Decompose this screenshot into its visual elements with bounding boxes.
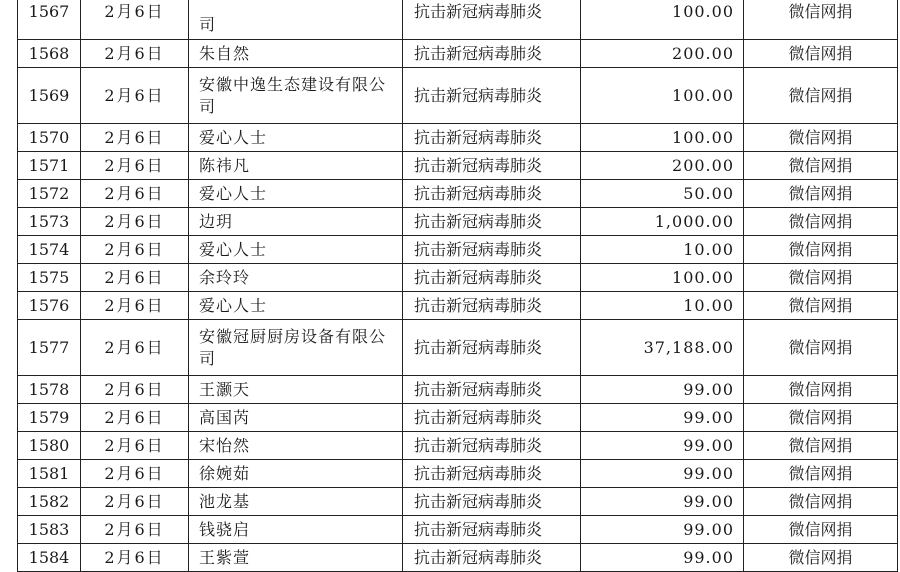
purpose-cell: 抗击新冠病毒肺炎 — [403, 376, 581, 404]
amount-cell: 200.00 — [581, 152, 744, 180]
method-cell: 微信网捐 — [744, 292, 898, 320]
serial-number-cell: 1584 — [18, 544, 81, 572]
date-cell: 2月6日 — [81, 208, 189, 236]
amount-cell: 1,000.00 — [581, 208, 744, 236]
purpose-cell: 抗击新冠病毒肺炎 — [403, 320, 581, 376]
purpose-cell: 抗击新冠病毒肺炎 — [403, 236, 581, 264]
method-cell: 微信网捐 — [744, 208, 898, 236]
date-cell: 2月6日 — [81, 404, 189, 432]
donor-name-cell: 安徽冠厨厨房设备有限公司 — [189, 320, 403, 376]
donor-name-cell: 朱自然 — [189, 40, 403, 68]
donor-name-cell: 王灏天 — [189, 376, 403, 404]
table-row — [18, 152, 898, 180]
method-cell: 微信网捐 — [744, 264, 898, 292]
date-cell: 2月6日 — [81, 488, 189, 516]
serial-number-cell: 1581 — [18, 460, 81, 488]
donor-name-cell: 司 — [189, 0, 403, 40]
donation-table — [17, 0, 898, 572]
donor-name-cell: 余玲玲 — [189, 264, 403, 292]
donor-name-cell: 王紫萱 — [189, 544, 403, 572]
serial-number-cell: 1573 — [18, 208, 81, 236]
amount-cell: 50.00 — [581, 180, 744, 208]
donor-name-cell: 徐婉茹 — [189, 460, 403, 488]
donor-name-cell: 爱心人士 — [189, 124, 403, 152]
method-cell: 微信网捐 — [744, 516, 898, 544]
date-cell: 2月6日 — [81, 292, 189, 320]
purpose-cell: 抗击新冠病毒肺炎 — [403, 124, 581, 152]
method-cell: 微信网捐 — [744, 320, 898, 376]
date-cell: 2月6日 — [81, 124, 189, 152]
date-cell: 2月6日 — [81, 516, 189, 544]
donor-name-cell: 高国芮 — [189, 404, 403, 432]
table-row — [18, 320, 898, 376]
amount-cell: 99.00 — [581, 460, 744, 488]
donation-sheet — [17, 0, 897, 572]
purpose-cell: 抗击新冠病毒肺炎 — [403, 40, 581, 68]
method-cell: 微信网捐 — [744, 376, 898, 404]
date-cell: 2月6日 — [81, 376, 189, 404]
date-cell: 2月6日 — [81, 320, 189, 376]
date-cell: 2月6日 — [81, 68, 189, 124]
donor-name-cell: 陈祎凡 — [189, 152, 403, 180]
date-cell: 2月6日 — [81, 180, 189, 208]
table-row — [18, 180, 898, 208]
table-row — [18, 264, 898, 292]
purpose-cell: 抗击新冠病毒肺炎 — [403, 152, 581, 180]
amount-cell: 99.00 — [581, 516, 744, 544]
donation-table-body — [18, 0, 898, 572]
serial-number-cell: 1575 — [18, 264, 81, 292]
table-row — [18, 68, 898, 124]
purpose-cell: 抗击新冠病毒肺炎 — [403, 0, 581, 40]
donor-name-cell: 安徽中逸生态建设有限公司 — [189, 68, 403, 124]
date-cell: 2月6日 — [81, 236, 189, 264]
donor-name-cell: 爱心人士 — [189, 180, 403, 208]
date-cell: 2月6日 — [81, 432, 189, 460]
table-row — [18, 208, 898, 236]
date-cell: 2月6日 — [81, 460, 189, 488]
method-cell: 微信网捐 — [744, 544, 898, 572]
amount-cell: 10.00 — [581, 292, 744, 320]
serial-number-cell: 1567 — [18, 0, 81, 40]
date-cell: 2月6日 — [81, 264, 189, 292]
serial-number-cell: 1579 — [18, 404, 81, 432]
method-cell: 微信网捐 — [744, 152, 898, 180]
serial-number-cell: 1568 — [18, 40, 81, 68]
serial-number-cell: 1572 — [18, 180, 81, 208]
table-row — [18, 404, 898, 432]
table-row — [18, 516, 898, 544]
table-row — [18, 488, 898, 516]
method-cell: 微信网捐 — [744, 432, 898, 460]
amount-cell: 200.00 — [581, 40, 744, 68]
table-row — [18, 460, 898, 488]
table-row — [18, 124, 898, 152]
method-cell: 微信网捐 — [744, 124, 898, 152]
table-row — [18, 376, 898, 404]
date-cell: 2月6日 — [81, 544, 189, 572]
serial-number-cell: 1582 — [18, 488, 81, 516]
donor-name-cell: 爱心人士 — [189, 236, 403, 264]
serial-number-cell: 1580 — [18, 432, 81, 460]
serial-number-cell: 1569 — [18, 68, 81, 124]
method-cell: 微信网捐 — [744, 180, 898, 208]
table-row — [18, 432, 898, 460]
donor-name-cell: 边玥 — [189, 208, 403, 236]
table-row — [18, 0, 898, 40]
purpose-cell: 抗击新冠病毒肺炎 — [403, 460, 581, 488]
donor-name-cell: 爱心人士 — [189, 292, 403, 320]
serial-number-cell: 1576 — [18, 292, 81, 320]
amount-cell: 37,188.00 — [581, 320, 744, 376]
purpose-cell: 抗击新冠病毒肺炎 — [403, 432, 581, 460]
serial-number-cell: 1577 — [18, 320, 81, 376]
amount-cell: 99.00 — [581, 488, 744, 516]
purpose-cell: 抗击新冠病毒肺炎 — [403, 404, 581, 432]
serial-number-cell: 1583 — [18, 516, 81, 544]
serial-number-cell: 1574 — [18, 236, 81, 264]
purpose-cell: 抗击新冠病毒肺炎 — [403, 516, 581, 544]
method-cell: 微信网捐 — [744, 488, 898, 516]
purpose-cell: 抗击新冠病毒肺炎 — [403, 488, 581, 516]
table-row — [18, 236, 898, 264]
purpose-cell: 抗击新冠病毒肺炎 — [403, 264, 581, 292]
amount-cell: 100.00 — [581, 0, 744, 40]
serial-number-cell: 1570 — [18, 124, 81, 152]
date-cell: 2月6日 — [81, 0, 189, 40]
method-cell: 微信网捐 — [744, 460, 898, 488]
serial-number-cell: 1578 — [18, 376, 81, 404]
purpose-cell: 抗击新冠病毒肺炎 — [403, 180, 581, 208]
method-cell: 微信网捐 — [744, 404, 898, 432]
date-cell: 2月6日 — [81, 40, 189, 68]
method-cell: 微信网捐 — [744, 40, 898, 68]
donor-name-cell: 宋怡然 — [189, 432, 403, 460]
serial-number-cell: 1571 — [18, 152, 81, 180]
amount-cell: 99.00 — [581, 376, 744, 404]
purpose-cell: 抗击新冠病毒肺炎 — [403, 292, 581, 320]
purpose-cell: 抗击新冠病毒肺炎 — [403, 68, 581, 124]
date-cell: 2月6日 — [81, 152, 189, 180]
amount-cell: 99.00 — [581, 404, 744, 432]
method-cell: 微信网捐 — [744, 236, 898, 264]
donor-name-cell: 钱骁启 — [189, 516, 403, 544]
amount-cell: 100.00 — [581, 264, 744, 292]
table-row — [18, 292, 898, 320]
amount-cell: 99.00 — [581, 432, 744, 460]
method-cell: 微信网捐 — [744, 68, 898, 124]
method-cell: 微信网捐 — [744, 0, 898, 40]
amount-cell: 100.00 — [581, 68, 744, 124]
amount-cell: 99.00 — [581, 544, 744, 572]
amount-cell: 10.00 — [581, 236, 744, 264]
table-row — [18, 40, 898, 68]
amount-cell: 100.00 — [581, 124, 744, 152]
purpose-cell: 抗击新冠病毒肺炎 — [403, 208, 581, 236]
donor-name-cell: 池龙基 — [189, 488, 403, 516]
purpose-cell: 抗击新冠病毒肺炎 — [403, 544, 581, 572]
